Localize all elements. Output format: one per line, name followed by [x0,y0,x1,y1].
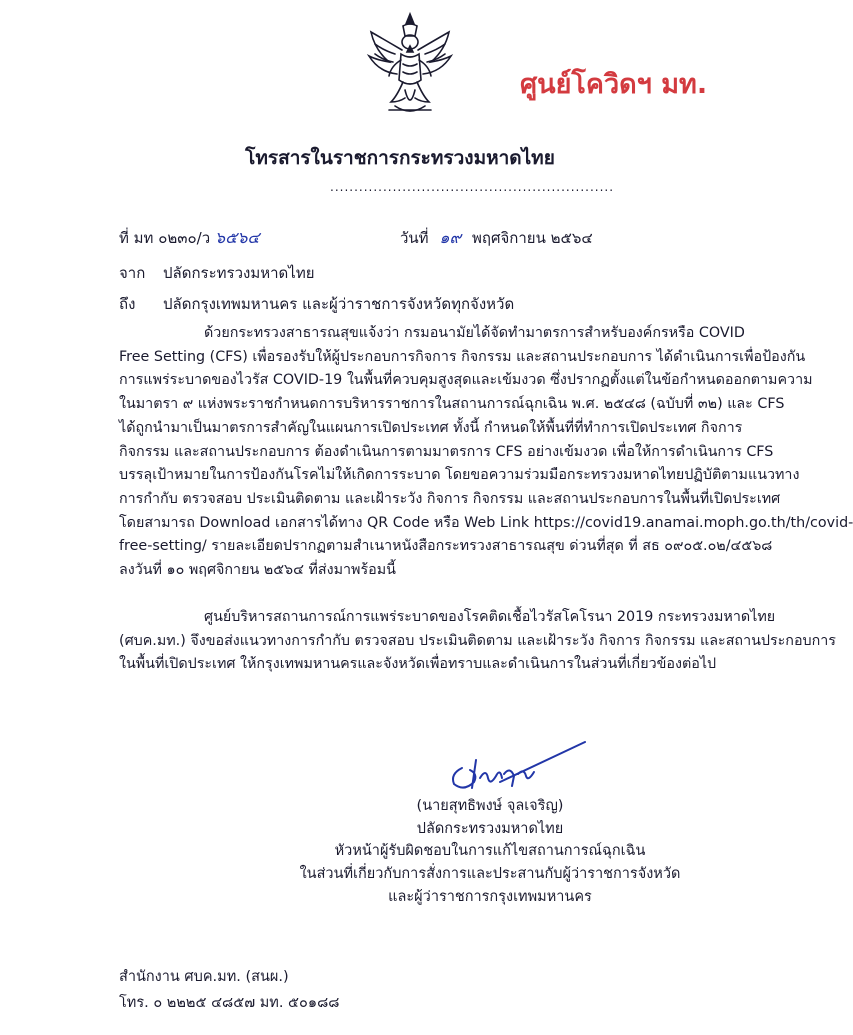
signatory-role-line: ในส่วนที่เกี่ยวกับการสั่งการและประสานกับผู้ว่าราชการจังหวัด [299,866,681,883]
date-label: วันที่ [400,229,429,247]
signatory-role-line: หัวหน้าผู้รับผิดชอบในการแก้ไขสถานการณ์ฉุกเฉิน [334,843,646,860]
signatory-role-line: และผู้ว่าราชการกรุงเทพมหานคร [388,888,592,905]
paragraph-line: ในมาตรา ๙ แห่งพระราชกำหนดการบริหารราชการในสถานการณ์ฉุกเฉิน พ.ศ. ๒๕๔๘ (ฉบับที่ ๓๒) และ CFS [119,396,785,413]
document-title: โทรสารในราชการกระทรวงมหาดไทย [245,147,555,169]
title-dotted-line: ........................................................... [330,180,615,194]
paragraph-line: ในพื้นที่เปิดประเทศ ให้กรุงเทพมหานครและจังหวัดเพื่อทราบและดำเนินการในส่วนที่เกี่ยวข้องต่อไป [119,656,717,673]
from-label: จาก [119,264,146,282]
signatory-name: (นายสุทธิพงษ์ จุลเจริญ) [416,798,564,814]
date-day-handwritten: ๑๙ [439,228,462,247]
paragraph-line: (ศบค.มท.) จึงขอส่งแนวทางการกำกับ ตรวจสอบ ประเมินติดตาม และเฝ้าระวัง กิจการ กิจกรรม และสถานประกอบการ [119,632,836,649]
paragraph-line: การกำกับ ตรวจสอบ ประเมินติดตาม และเฝ้าระวัง กิจการ กิจกรรม และสถานประกอบการในพื้นที่เปิดประเทศ [119,490,781,507]
covid-center-stamp: ศูนย์โควิดฯ มท. [520,69,708,100]
date-month-year: พฤศจิกายน ๒๕๖๔ [472,229,593,247]
signature-block [290,795,690,909]
footer [119,964,339,1016]
to-label: ถึง [119,295,136,313]
garuda-emblem-icon [365,10,455,120]
reference-handwritten: ๖๕๖๔ [214,228,260,247]
signatory-position: ปลัดกระทรวงมหาดไทย [416,820,564,837]
footer-office: สำนักงาน ศบค.มท. (สนผ.) [119,969,289,985]
paragraph-line: กิจกรรม และสถานประกอบการ ต้องดำเนินการตามมาตรการ CFS อย่างเข้มงวด เพื่อให้การดำเนินการ CFS [119,443,774,460]
document-date [400,226,593,251]
paragraph-line: ได้ถูกนำมาเป็นมาตรการสำคัญในแผนการเปิดประเทศ ทั้งนี้ กำหนดให้พื้นที่ที่ทำการเปิดประเทศ กิจการ [119,419,743,436]
to-value: ปลัดกรุงเทพมหานคร และผู้ว่าราชการจังหวัดทุกจังหวัด [163,295,515,313]
paragraph-line: free-setting/ รายละเอียดปรากฏตามสำเนาหนังสือกระทรวงสาธารณสุข ด่วนที่สุด ที่ สธ ๐๙๐๕.๐๒/๔๕๖๘ [119,538,773,555]
paragraph-line: บรรลุเป้าหมายในการป้องกันโรคไม่ให้เกิดการระบาด โดยขอความร่วมมือกระทรวงมหาดไทยปฏิบัติตามแนวทาง [119,467,800,484]
paragraph-line: ศูนย์บริหารสถานการณ์การแพร่ระบาดของโรคติดเชื้อไวรัสโคโรนา 2019 กระทรวงมหาดไทย [204,609,776,625]
paragraph-line: Free Setting (CFS) เพื่อรองรับให้ผู้ประกอบการกิจการ กิจกรรม และสถานประกอบการ ได้ดำเนินการเพื่อป้องกัน [119,348,806,365]
paragraph-line: ลงวันที่ ๑๐ พฤศจิกายน ๒๕๖๔ ที่ส่งมาพร้อมนี้ [119,562,396,579]
to-line [119,292,515,316]
from-value: ปลัดกระทรวงมหาดไทย [163,264,315,282]
body-paragraph-1 [119,322,853,583]
handwritten-signature-icon [440,738,590,798]
paragraph-line: การแพร่ระบาดของไวรัส COVID-19 ในพื้นที่ควบคุมสูงสุดและเข้มงวด ซึ่งปรากฏตั้งแต่ในข้อกำหนดออกตามความ [119,372,813,389]
paragraph-line: ด้วยกระทรวงสาธารณสุขแจ้งว่า กรมอนามัยได้จัดทำมาตรการสำหรับองค์กรหรือ COVID [204,325,745,341]
from-line [119,261,315,285]
reference-number [119,226,259,251]
paragraph-line: โดยสามารถ Download เอกสารได้ทาง QR Code หรือ Web Link https://covid19.anamai.moph.go.th/th/covid- [119,514,853,531]
body-paragraph-2 [119,606,836,677]
footer-phone: โทร. ๐ ๒๒๒๕ ๔๘๕๗ มท. ๕๐๑๘๘ [119,995,340,1011]
reference-label: ที่ มท ๐๒๓๐/ว [119,229,211,247]
